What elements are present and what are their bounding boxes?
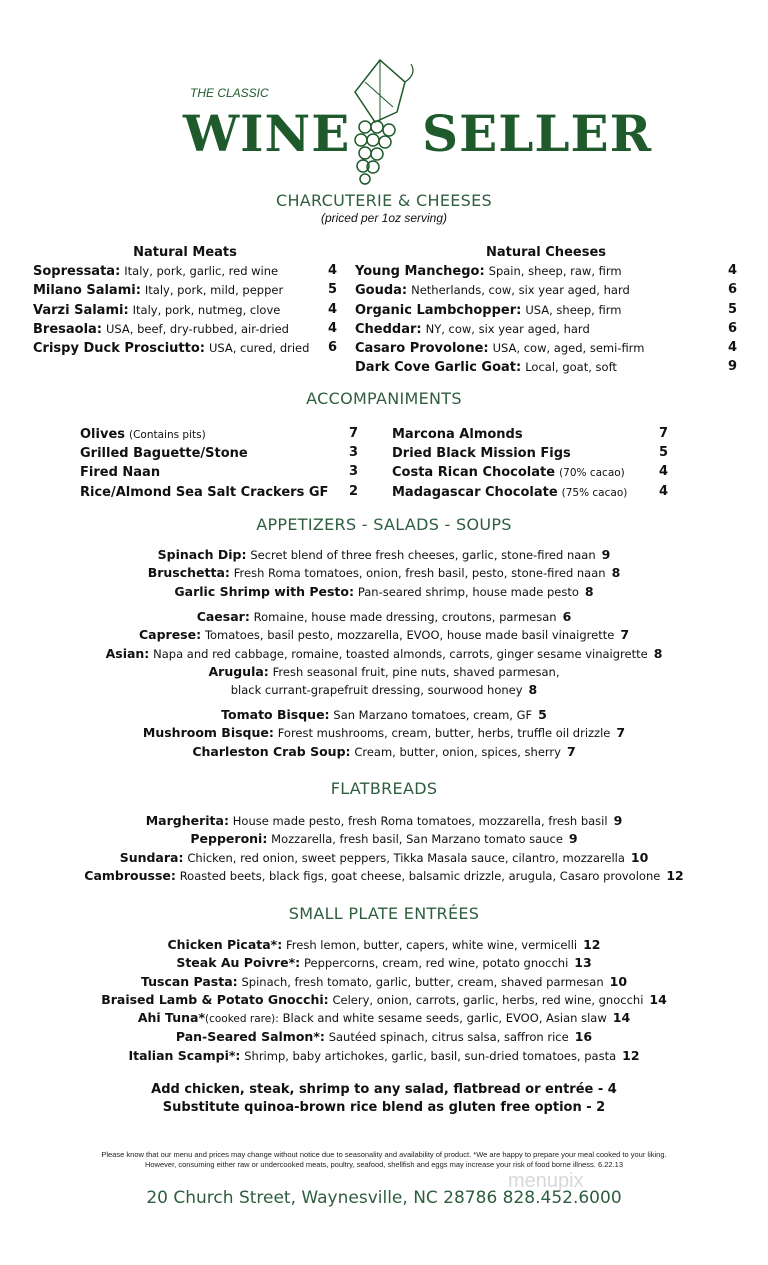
menu-item — [33, 281, 337, 300]
soup-group — [0, 706, 768, 761]
item-description: Shrimp, baby artichokes, garlic, basil, sun-dried tomatoes, pasta — [244, 1048, 617, 1063]
menu-item — [392, 483, 668, 502]
disclaimer — [0, 1150, 768, 1170]
item-left — [355, 320, 590, 339]
item-description: Tomatoes, basil pesto, mozzarella, EVOO, house made basil vinaigrette — [204, 628, 615, 643]
item-name: Charleston Crab Soup: — [192, 743, 351, 759]
menu-item — [0, 867, 768, 885]
item-price: 3 — [348, 464, 358, 480]
section-title-appetizers: APPETIZERS - SALADS - SOUPS — [256, 515, 512, 534]
item-name: Madagascar Chocolate — [392, 484, 558, 500]
item-description: black currant-grapefruit dressing, sourwood honey — [230, 683, 523, 698]
item-name: Marcona Almonds — [392, 427, 523, 442]
item-name: Costa Rican Chocolate — [392, 465, 556, 481]
flatbread-list — [0, 812, 768, 885]
item-price: 5 — [327, 282, 337, 298]
address: 20 Church Street, Waynesville, NC 28786 828.452.6000 — [146, 1188, 622, 1208]
section-title-entrees: SMALL PLATE ENTRÉES — [288, 904, 480, 923]
item-description: Romaine, house made dressing, croutons, parmesan — [253, 610, 557, 624]
item-name: Spinach Dip: — [157, 547, 247, 562]
item-price: 3 — [348, 445, 358, 461]
entree-list — [0, 936, 768, 1065]
item-price: 7 — [658, 426, 668, 441]
menu-item — [80, 444, 358, 463]
menu-item — [0, 991, 768, 1009]
item-description: Forest mushrooms, cream, butter, herbs, truffle oil drizzle — [277, 726, 611, 741]
menu-item — [33, 339, 337, 358]
item-description: Local, goat, soft — [525, 360, 617, 375]
item-name: Italian Scampi*: — [128, 1047, 241, 1063]
item-description: San Marzano tomatoes, cream, GF — [333, 708, 533, 722]
cheeses-heading: Natural Cheeses — [485, 245, 606, 260]
charcuterie-subtitle: (priced per 1oz serving) — [320, 211, 448, 225]
menu-item — [355, 262, 737, 281]
item-description: Chicken, red onion, sweet peppers, Tikka Masala sauce, cilantro, mozzarella — [187, 850, 625, 865]
item-description: Roasted beets, black figs, goat cheese, balsamic drizzle, arugula, Casaro provolone — [179, 868, 661, 883]
item-description: House made pesto, fresh Roma tomatoes, mozzarella, fresh basil — [232, 814, 608, 828]
item-price: 8 — [528, 682, 538, 698]
item-left — [392, 463, 625, 482]
item-name: Olives — [80, 427, 125, 442]
item-price: 12 — [622, 1047, 640, 1063]
item-name: Margherita: — [145, 813, 229, 828]
item-description: Napa and red cabbage, romaine, toasted almonds, carrots, ginger sesame vinaigrette — [153, 646, 648, 661]
item-price: 4 — [658, 464, 668, 480]
item-description: Celery, onion, carrots, garlic, herbs, red wine, gnocchi — [332, 992, 644, 1007]
item-left — [80, 444, 248, 463]
menu-item — [0, 706, 768, 724]
item-description: Spinach, fresh tomato, garlic, butter, cream, shaved parmesan — [241, 974, 604, 989]
item-name: Mushroom Bisque: — [142, 725, 274, 741]
menu-item — [0, 812, 768, 830]
item-name: Arugula: — [208, 663, 269, 679]
section-title-accompaniments: ACCOMPANIMENTS — [306, 389, 462, 408]
item-name: Asian: — [105, 645, 150, 661]
addon-line: Add chicken, steak, shrimp to any salad, flatbread or entrée - 4 — [151, 1082, 617, 1097]
item-name: Caprese: — [138, 627, 202, 643]
item-left — [392, 444, 571, 463]
menu-item-continued — [0, 681, 768, 699]
item-left — [33, 281, 283, 300]
item-description: Italy, pork, nutmeg, clove — [132, 302, 281, 317]
item-description: Spain, sheep, raw, firm — [488, 264, 622, 279]
item-price: 10 — [630, 849, 649, 865]
menu-item — [355, 281, 737, 300]
item-description: USA, sheep, firm — [525, 302, 622, 317]
item-left — [33, 320, 289, 339]
meats-heading: Natural Meats — [133, 245, 237, 260]
menu-item — [0, 608, 768, 626]
menu-item — [0, 743, 768, 761]
accompaniments-right — [392, 425, 668, 502]
logo-word-seller: SELLER — [422, 104, 653, 163]
menu-item — [0, 1047, 768, 1065]
item-price: 2 — [348, 483, 358, 499]
disclaimer-line: Please know that our menu and prices may change without notice due to seasonality and availability of product. *We are happy to prepare your meal cooked to your liking. — [101, 1150, 667, 1159]
item-price: 12 — [583, 937, 601, 952]
item-name: Young Manchego: — [355, 264, 485, 280]
item-price: 8 — [653, 645, 663, 661]
item-price: 8 — [611, 565, 621, 581]
item-price: 14 — [612, 1010, 631, 1026]
item-description: Netherlands, cow, six year aged, hard — [411, 283, 630, 298]
item-price: 16 — [574, 1029, 593, 1045]
item-name: Fired Naan — [80, 465, 161, 481]
menu-item — [392, 425, 668, 444]
item-name: Dried Black Mission Figs — [392, 446, 571, 462]
menu-item — [80, 483, 358, 502]
item-name: Bresaola: — [33, 321, 103, 337]
meats-column — [33, 244, 337, 358]
menu-item — [0, 626, 768, 644]
menu-item — [0, 564, 768, 582]
menu-item — [0, 1028, 768, 1046]
item-name: Casaro Provolone: — [355, 341, 489, 357]
appetizer-group — [0, 546, 768, 601]
item-name: Sopressata: — [33, 264, 121, 280]
item-description: Fresh lemon, butter, capers, white wine, vermicelli — [286, 938, 578, 952]
menu-item — [0, 546, 768, 564]
menu-item — [80, 425, 358, 444]
menu-item — [0, 973, 768, 991]
item-note: (Contains pits) — [128, 429, 206, 441]
menu-item — [0, 849, 768, 867]
item-price: 7 — [348, 426, 358, 441]
logo-tagline: THE CLASSIC — [190, 86, 269, 100]
item-description: USA, cured, dried — [208, 341, 310, 356]
item-price: 6 — [727, 282, 737, 298]
item-price: 7 — [616, 725, 626, 741]
menu-item — [33, 262, 337, 281]
item-description: USA, beef, dry-rubbed, air-dried — [106, 321, 289, 336]
menu-item — [0, 583, 768, 601]
item-description: Sautéed spinach, citrus salsa, saffron rice — [328, 1030, 569, 1045]
item-price: 4 — [327, 320, 337, 336]
item-left — [33, 339, 309, 358]
menu-item — [355, 320, 737, 339]
item-price: 6 — [562, 609, 572, 624]
item-description: Peppercorns, cream, red wine, potato gnocchi — [303, 956, 569, 971]
item-price: 4 — [658, 483, 668, 499]
menu-item — [355, 339, 737, 358]
item-name: Cheddar: — [355, 321, 422, 337]
item-name: Caesar: — [196, 609, 250, 624]
item-left — [33, 301, 280, 320]
item-left — [80, 425, 206, 444]
item-name: Dark Cove Garlic Goat: — [355, 360, 522, 376]
menu-item — [0, 663, 768, 681]
disclaimer-line: However, consuming either raw or undercooked meats, poultry, seafood, shellfish and eggs may increase your risk of food borne illness. 6.22.13 — [144, 1160, 624, 1169]
item-note: (cooked rare): — [204, 1013, 279, 1026]
item-name: Crispy Duck Prosciutto: — [33, 341, 205, 357]
section-title-charcuterie: CHARCUTERIE & CHEESES — [276, 191, 492, 210]
menu-item — [33, 301, 337, 320]
menu-item — [0, 936, 768, 954]
item-name: Cambrousse: — [84, 867, 176, 883]
item-description: Mozzarella, fresh basil, San Marzano tomato sauce — [271, 832, 563, 847]
item-name: Varzi Salami: — [33, 302, 129, 318]
item-description: Secret blend of three fresh cheeses, garlic, stone-fired naan — [250, 548, 596, 562]
item-price: 5 — [538, 707, 547, 722]
item-description: Fresh Roma tomatoes, onion, fresh basil, pesto, stone-fired naan — [233, 566, 606, 581]
item-left — [80, 463, 160, 482]
item-name: Pepperoni: — [190, 831, 268, 847]
menu-item — [80, 463, 358, 482]
item-description: Black and white sesame seeds, garlic, EVOO, Asian slaw — [282, 1011, 607, 1026]
item-left — [33, 262, 278, 281]
watermark: menupix — [508, 1170, 584, 1192]
item-left — [355, 262, 622, 281]
item-price: 14 — [649, 991, 667, 1007]
addon-line: Substitute quinoa-brown rice blend as gluten free option - 2 — [162, 1100, 606, 1116]
item-price: 10 — [609, 973, 628, 989]
item-name: Tomato Bisque: — [221, 707, 330, 722]
item-price: 4 — [327, 301, 337, 317]
item-description: NY, cow, six year aged, hard — [425, 321, 590, 336]
item-left — [392, 483, 627, 502]
menu-item — [392, 444, 668, 463]
item-price: 4 — [727, 263, 737, 279]
menu-item — [0, 954, 768, 972]
logo-word-wine: WINE — [183, 104, 351, 163]
item-name: Braised Lamb & Potato Gnocchi: — [101, 991, 329, 1007]
menu-item — [355, 358, 737, 377]
menu-item — [392, 463, 668, 482]
item-price: 9 — [568, 831, 578, 847]
item-left — [355, 281, 630, 300]
cheeses-column — [355, 244, 737, 377]
item-price: 4 — [327, 263, 337, 279]
item-name: Ahi Tuna* — [137, 1010, 205, 1026]
item-name: Organic Lambchopper: — [355, 302, 522, 318]
salad-group — [0, 608, 768, 699]
item-price: 8 — [584, 583, 594, 599]
item-description: Pan-seared shrimp, house made pesto — [357, 584, 579, 599]
item-note: (75% cacao) — [561, 486, 628, 499]
item-name: Rice/Almond Sea Salt Crackers GF — [80, 484, 329, 500]
item-name: Sundara: — [119, 849, 184, 865]
item-price: 7 — [620, 627, 630, 643]
section-title-flatbreads: FLATBREADS — [330, 779, 438, 798]
menu-item — [0, 645, 768, 663]
item-name: Gouda: — [355, 283, 408, 299]
item-name: Steak Au Poivre*: — [176, 955, 301, 971]
addons — [0, 1081, 768, 1118]
item-name: Pan-Seared Salmon*: — [175, 1029, 325, 1045]
item-description: Italy, pork, garlic, red wine — [124, 264, 279, 279]
menu-item — [355, 301, 737, 320]
item-name: Chicken Picata*: — [167, 937, 283, 952]
item-description: USA, cow, aged, semi-firm — [492, 341, 645, 356]
item-name: Grilled Baguette/Stone — [80, 446, 248, 462]
item-price: 13 — [574, 955, 592, 971]
item-price: 7 — [566, 743, 576, 759]
accompaniments-left — [80, 425, 358, 502]
item-description: Fresh seasonal fruit, pine nuts, shaved parmesan, — [272, 664, 560, 679]
item-name: Garlic Shrimp with Pesto: — [174, 583, 354, 599]
item-price: 9 — [727, 359, 737, 375]
item-name: Tuscan Pasta: — [140, 973, 238, 989]
item-name: Milano Salami: — [33, 283, 141, 299]
item-description: Cream, butter, onion, spices, sherry — [354, 744, 561, 759]
item-price: 9 — [601, 547, 611, 562]
menu-item — [0, 830, 768, 848]
item-left — [392, 425, 523, 444]
grape-vine-icon — [335, 52, 425, 197]
item-price: 6 — [327, 340, 337, 356]
item-price: 9 — [613, 813, 623, 828]
item-left — [355, 339, 644, 358]
menu-item — [0, 1009, 768, 1028]
item-left — [355, 301, 621, 320]
item-price: 5 — [727, 301, 737, 317]
item-price: 12 — [666, 867, 684, 883]
item-name: Bruschetta: — [147, 565, 230, 581]
item-left — [80, 483, 328, 502]
item-note: (70% cacao) — [559, 467, 625, 480]
item-price: 6 — [727, 320, 737, 336]
item-price: 5 — [658, 445, 668, 461]
menu-item — [0, 724, 768, 742]
menu-item — [33, 320, 337, 339]
item-left — [355, 358, 617, 377]
item-description: Italy, pork, mild, pepper — [144, 283, 284, 298]
item-price: 4 — [727, 340, 737, 356]
